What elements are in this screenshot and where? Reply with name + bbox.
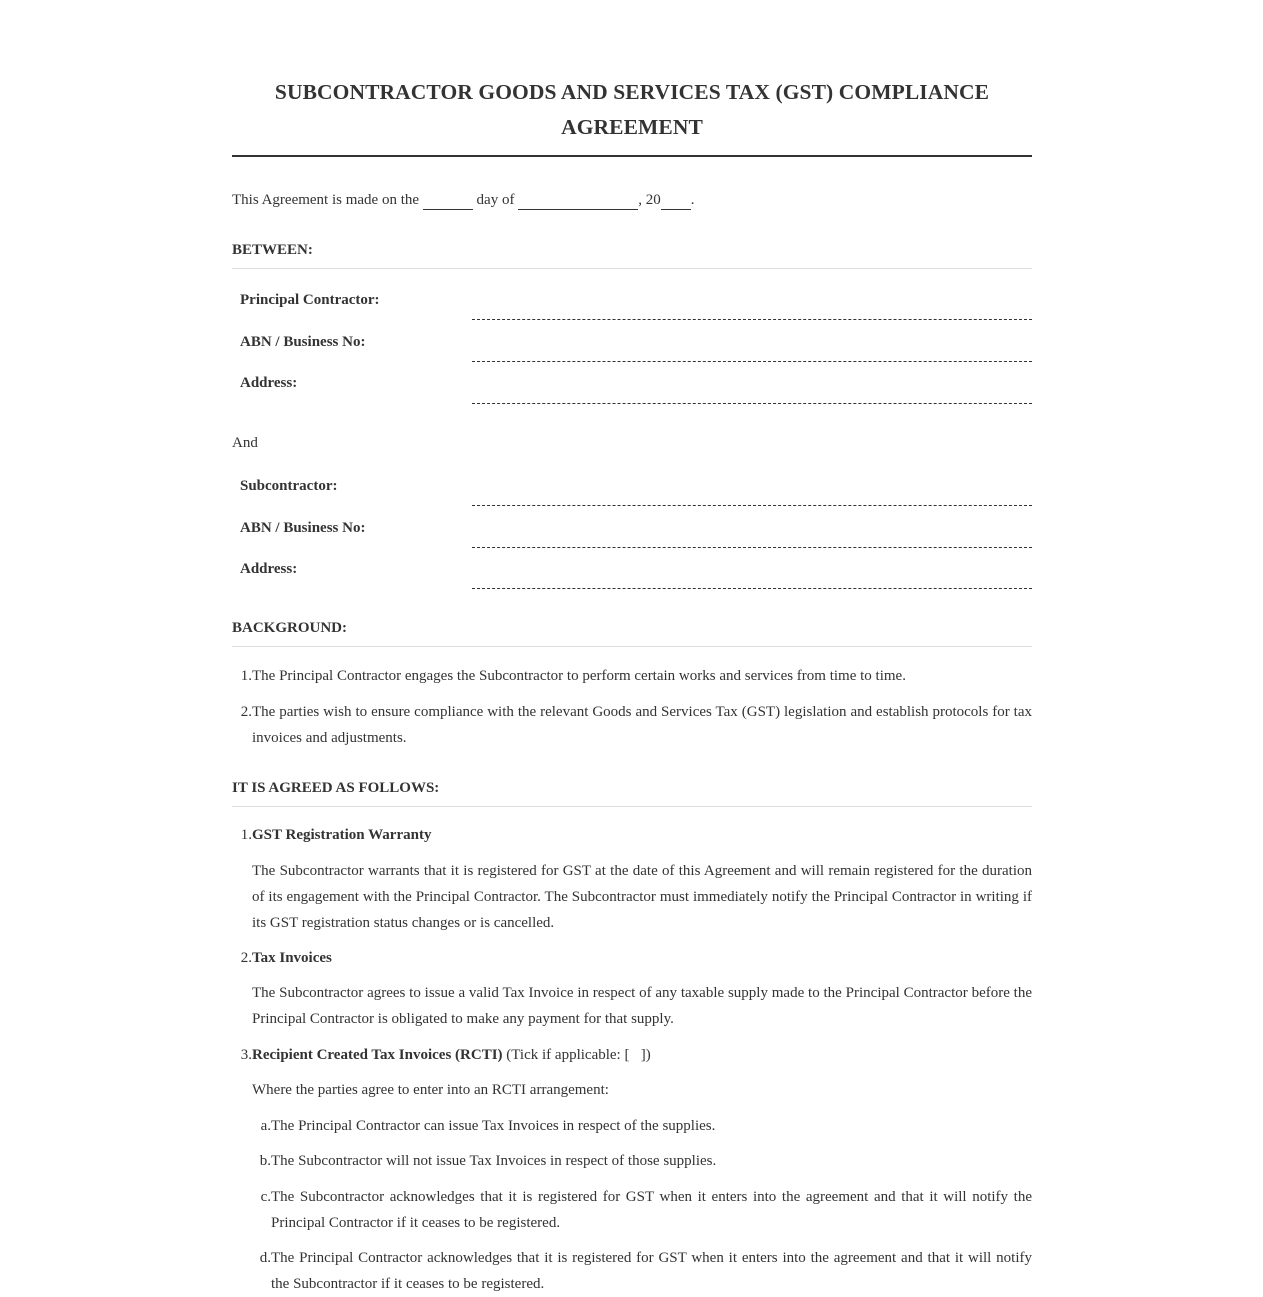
date-line-day-of: day of: [476, 192, 515, 208]
title-divider: [232, 155, 1032, 157]
background-item-text: The Principal Contractor engages the Subcontractor to perform certain works and services from time to time.: [252, 668, 906, 684]
principal-address-field[interactable]: [472, 403, 1032, 404]
sub-item: [252, 1148, 1032, 1174]
subcontractor-address-field[interactable]: [472, 588, 1032, 589]
background-item-text: The parties wish to ensure compliance with the relevant Goods and Services Tax (GST) legislation and establish protocols for tax invoices and adjustments.: [252, 704, 1032, 746]
subcontractor-label: Subcontractor:: [240, 478, 338, 494]
clause-number: 3.: [240, 1047, 252, 1063]
sub-item-text: The Principal Contractor can issue Tax Invoices in respect of the supplies.: [271, 1118, 716, 1134]
sub-item-letter: d.: [259, 1250, 271, 1266]
year-blank-field[interactable]: [661, 189, 691, 210]
agreement-date-line: [232, 187, 694, 213]
background-item-number: 2.: [240, 704, 252, 720]
clause-text: The Subcontractor warrants that it is registered for GST at the date of this Agreement and will remain registered for the duration of its engagement with the Principal Contractor. The Subcontractor must immediately notify the Principal Contractor in writing if its GST registration status changes or is cancelled.: [252, 863, 1032, 931]
clause-number: 1.: [240, 827, 252, 843]
clause-intro: [232, 1077, 1032, 1103]
sub-item: [252, 1113, 1032, 1139]
clause-title-row: [232, 822, 1032, 848]
sub-item-letter: c.: [260, 1189, 271, 1205]
principal-address-label: Address:: [240, 375, 298, 391]
background-item: [232, 663, 1032, 689]
principal-abn-field[interactable]: [472, 361, 1032, 362]
background-heading: BACKGROUND:: [232, 618, 1032, 647]
agreed-heading: IT IS AGREED AS FOLLOWS:: [232, 778, 1032, 807]
sub-item-letter: a.: [260, 1118, 271, 1134]
background-item: [232, 699, 1032, 751]
clause-title-row: [232, 1042, 1032, 1068]
document-title: SUBCONTRACTOR GOODS AND SERVICES TAX (GST) COMPLIANCE AGREEMENT: [274, 80, 990, 139]
sub-item-text: The Subcontractor acknowledges that it is registered for GST when it enters into the agreement and that it will notify the Principal Contractor if it ceases to be registered.: [271, 1189, 1032, 1231]
clause-title: Tax Invoices: [252, 950, 332, 966]
and-text: And: [232, 435, 258, 451]
clause-title: Recipient Created Tax Invoices (RCTI): [252, 1047, 503, 1063]
clause-title: GST Registration Warranty: [252, 827, 432, 843]
sub-item: [252, 1245, 1032, 1297]
subcontractor-abn-label: ABN / Business No:: [240, 520, 366, 536]
principal-contractor-field[interactable]: [472, 319, 1032, 320]
clause-number: 2.: [240, 950, 252, 966]
between-heading: BETWEEN:: [232, 240, 1032, 269]
day-blank-field[interactable]: [423, 189, 473, 210]
principal-contractor-label: Principal Contractor:: [240, 292, 380, 308]
subcontractor-field[interactable]: [472, 505, 1032, 506]
date-line-prefix: This Agreement is made on the: [232, 192, 420, 208]
sub-item: [252, 1184, 1032, 1236]
date-line-end: .: [690, 192, 695, 208]
rcti-tick-box[interactable]: (Tick if applicable: [ ]): [502, 1047, 651, 1063]
clause-title-row: [232, 945, 1032, 971]
subcontractor-address-label: Address:: [240, 561, 298, 577]
agreement-document: [232, 0, 1032, 1292]
clause-body: [232, 980, 1032, 1032]
sub-item-text: The Subcontractor will not issue Tax Invoices in respect of those supplies.: [271, 1153, 717, 1169]
month-blank-field[interactable]: [518, 189, 638, 210]
background-item-number: 1.: [240, 668, 252, 684]
clause-intro-text: Where the parties agree to enter into an RCTI arrangement:: [252, 1082, 609, 1098]
clause-body: [232, 858, 1032, 936]
sub-item-text: The Principal Contractor acknowledges that it is registered for GST when it enters into the agreement and that it will notify the Subcontractor if it ceases to be registered.: [271, 1250, 1032, 1292]
subcontractor-abn-field[interactable]: [472, 547, 1032, 548]
date-line-year-prefix: , 20: [638, 192, 661, 208]
principal-abn-label: ABN / Business No:: [240, 334, 366, 350]
sub-item-letter: b.: [259, 1153, 271, 1169]
clause-text: The Subcontractor agrees to issue a valid Tax Invoice in respect of any taxable supply made to the Principal Contractor before the Principal Contractor is obligated to make any payment for that supply.: [252, 985, 1032, 1027]
